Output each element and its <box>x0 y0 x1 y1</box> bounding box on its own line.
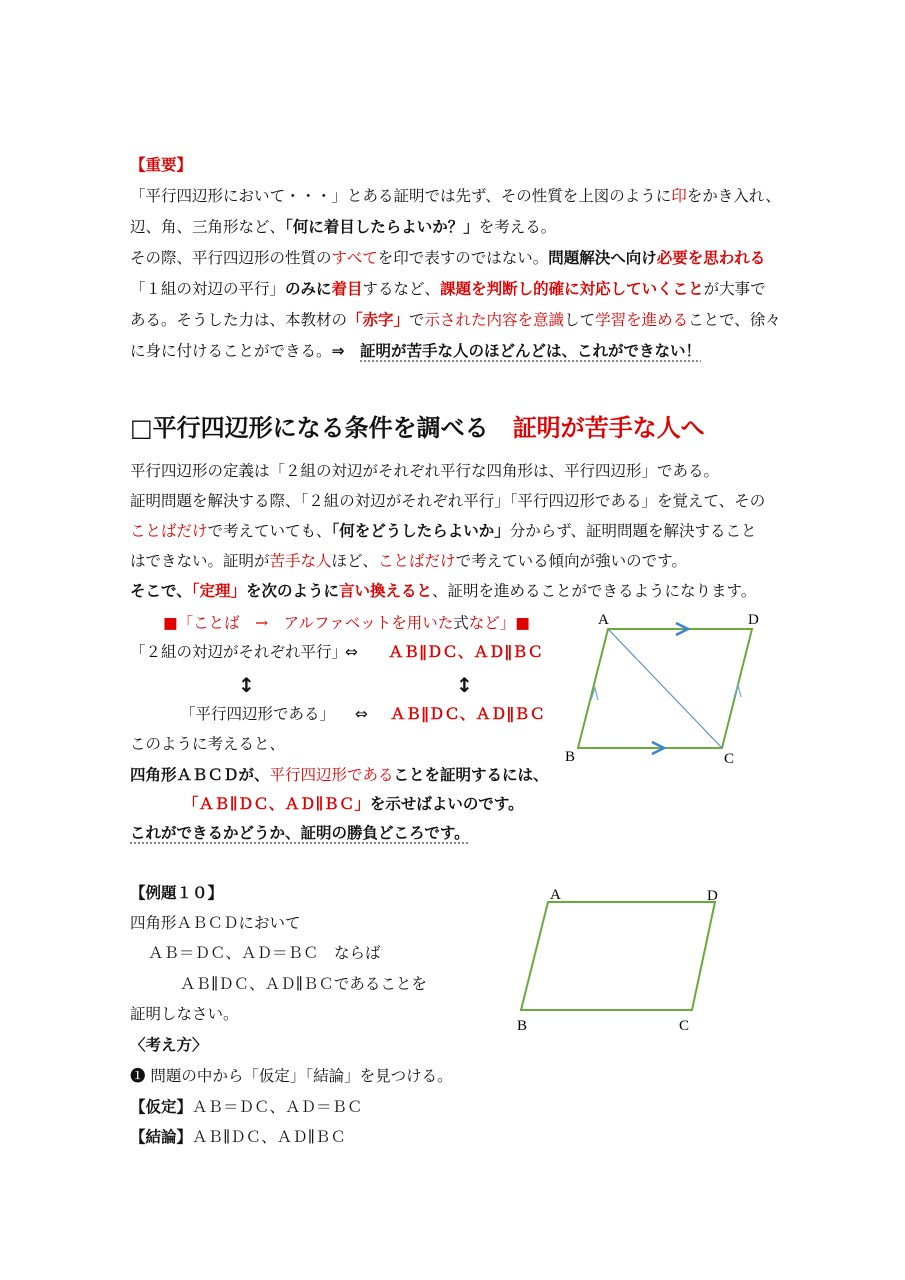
parallel-mark-icon <box>734 685 741 697</box>
text: 【仮定】 <box>130 1097 193 1116</box>
text: するなど、 <box>362 280 441 298</box>
title-main: □平行四辺形になる条件を調べる <box>130 414 489 442</box>
vertex-label-b: B <box>517 1018 528 1034</box>
text: その際、平行四辺形の性質の <box>130 249 332 267</box>
text: 言い換えると <box>338 581 432 600</box>
vertex-label-b: B <box>565 749 576 765</box>
vertex-label-c: C <box>724 751 735 767</box>
example-line: 証明しなさい。 <box>130 1005 239 1023</box>
text: 問題解決へ向け <box>548 248 657 267</box>
quadrilateral-shape <box>521 902 715 1010</box>
text: を示せばよいのです。 <box>369 794 524 813</box>
text: 証明が苦手な人のほどんどは、これができない！ <box>360 342 702 360</box>
section-title <box>130 408 705 443</box>
text: 分からず、証明問題を解決すること <box>509 522 757 540</box>
row2-right: ＡＢ∥ＤＣ、ＡＤ∥ＢＣ <box>390 705 546 723</box>
text: 課題を判断し的確に対応していくこと <box>440 279 704 298</box>
vertex-label-a: A <box>598 612 609 628</box>
row1-left: 「２組の対辺がそれぞれ平行」 <box>130 643 348 661</box>
assumption <box>130 1096 363 1118</box>
text: 【結論】 <box>130 1127 193 1146</box>
text: ■「ことば → アルファベットを用いた <box>163 614 454 632</box>
text: をかき入れ、 <box>686 187 781 205</box>
text: 着目 <box>331 279 363 298</box>
text: 「定理」 <box>191 581 246 600</box>
vertex-label-d: D <box>748 612 759 628</box>
text: 苦手な人 <box>269 552 332 570</box>
important-line-3 <box>130 247 765 269</box>
text: ＡＢ＝ＤＣ、ＡＤ＝ＢＣ <box>192 1098 363 1116</box>
para-line <box>130 764 549 786</box>
equiv-arrow-icon: ⇔ <box>355 705 368 723</box>
text: して <box>564 311 596 329</box>
equiv-arrow-icon: ⇔ <box>345 643 358 661</box>
text: のみに <box>285 279 332 298</box>
text: を考える。 <box>478 218 557 236</box>
text: 必要を思われる <box>656 248 766 267</box>
text: 「平行四辺形において・・・」とある証明では先ず、その性質を上図のように <box>130 187 672 205</box>
text: 示された内容を意識 <box>424 311 565 329</box>
row1-right: ＡＢ∥ＤＣ、ＡＤ∥ＢＣ <box>388 643 544 661</box>
arrow-icon: ⇒ <box>331 342 361 360</box>
text: 「赤字」 <box>347 310 410 329</box>
diagonal-line <box>608 629 722 748</box>
box-title <box>163 612 530 634</box>
text: そこで、 <box>130 581 192 600</box>
text: を印で表すのではない。 <box>377 249 549 267</box>
step-1: ❶ 問題の中から「仮定」「結論」を見つける。 <box>130 1067 453 1085</box>
important-line-4 <box>130 278 766 300</box>
text: 「何をどうしたらよいか」 <box>331 521 510 540</box>
text: 「ＡＢ∥ＤＣ、ＡＤ∥ＢＣ」 <box>183 794 370 813</box>
para-line: 平行四辺形の定義は「２組の対辺がそれぞれ平行な四角形は、平行四辺形」である。 <box>130 462 720 480</box>
important-heading: 【重要】 <box>130 155 193 174</box>
text: すべて <box>331 249 378 267</box>
example-line: 四角形ＡＢＣＤにおいて <box>130 914 301 932</box>
important-line-2 <box>130 216 556 238</box>
para-line <box>130 550 687 572</box>
quadrilateral-figure <box>505 880 735 1040</box>
para-line <box>130 580 756 602</box>
text: ことばだけ <box>378 552 456 570</box>
para-line: これができるかどうか、証明の勝負どころです。 <box>130 824 470 842</box>
text: ことで、徐々 <box>688 311 781 329</box>
example-title: 【例題１０】 <box>130 883 224 902</box>
text: を次のように <box>245 581 339 600</box>
updown-arrow-icon: ↕ <box>456 673 473 697</box>
text: 学習を進める <box>595 311 689 329</box>
text: 辺、角、三角形など、 <box>130 218 286 236</box>
text: ある。そうした力は、本教材の <box>130 311 348 329</box>
updown-arrow-icon: ↕ <box>238 673 255 697</box>
text: ほど、 <box>331 552 379 570</box>
parallelogram-figure <box>560 605 780 775</box>
para-line: 証明問題を解決する際、「２組の対辺がそれぞれ平行」「平行四辺形である」を覚えて、その <box>130 492 766 510</box>
title-sub: 証明が苦手な人へ <box>512 414 705 442</box>
text: 四角形ＡＢＣＤが、 <box>130 765 270 784</box>
text: はできない。証明が <box>130 552 270 570</box>
para-line: このように考えると、 <box>130 735 286 753</box>
text: で <box>409 311 425 329</box>
para-line <box>183 793 524 815</box>
text: で考えていても、 <box>207 522 332 540</box>
vertex-label-a: A <box>550 887 561 903</box>
text: など」■ <box>468 614 530 632</box>
vertex-label-c: C <box>679 1018 690 1034</box>
important-line-5 <box>130 309 781 331</box>
important-line-1 <box>130 185 781 207</box>
text: 式 <box>453 614 469 632</box>
conclusion <box>130 1126 346 1148</box>
text: ことを証明するには、 <box>393 765 549 784</box>
text: 「何に着目したらよいか？」 <box>285 217 479 236</box>
text: に身に付けることができる。 <box>130 342 332 360</box>
example-line: ＡＢ∥ＤＣ、ＡＤ∥ＢＣであることを <box>180 975 427 993</box>
para-line <box>130 520 757 542</box>
text: 印 <box>671 187 687 205</box>
think-heading: 〈考え方〉 <box>130 1035 208 1054</box>
vertex-label-d: D <box>707 888 718 904</box>
row2-left: 「平行四辺形である」 <box>180 705 336 723</box>
text: 「１組の対辺の平行」 <box>130 280 286 298</box>
example-line: ＡＢ＝ＤＣ、ＡＤ＝ＢＣ ならば <box>148 944 381 962</box>
text: で考えている傾向が強いのです。 <box>455 552 687 570</box>
text: ことばだけ <box>130 522 208 540</box>
text: 平行四辺形である <box>269 766 394 784</box>
text: ＡＢ∥ＤＣ、ＡＤ∥ＢＣ <box>192 1128 346 1146</box>
text: が大事で <box>703 280 766 298</box>
important-line-6 <box>130 340 701 362</box>
text: 、証明を進めることができるようになります。 <box>432 582 757 600</box>
